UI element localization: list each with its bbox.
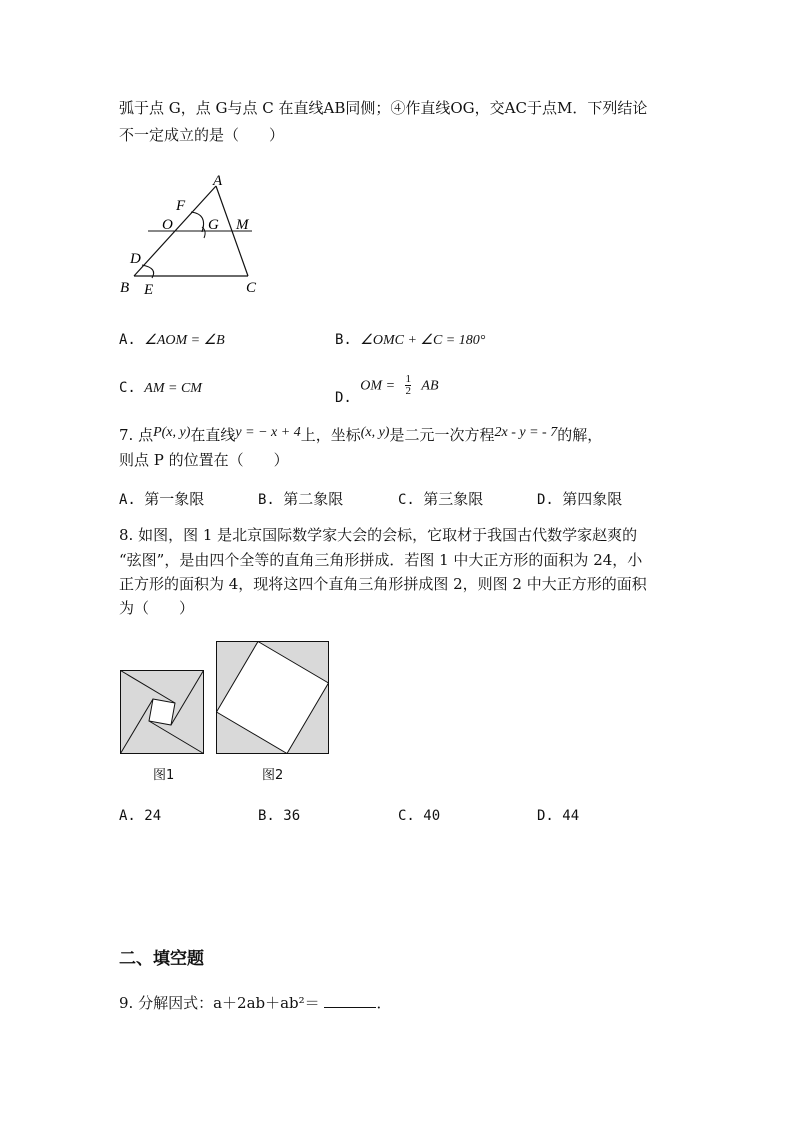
point-p: P(x, y) [153, 425, 191, 440]
option-text-post: AB [421, 378, 439, 394]
figure-1-caption: 图1 [153, 768, 175, 783]
q6-option-c[interactable] [119, 380, 202, 397]
option-text: ∠OMC + ∠C = 180° [360, 333, 486, 348]
option-label: B. [335, 332, 352, 348]
equation-2: 2x - y = - 7 [494, 425, 558, 440]
figure-1-diagram [120, 670, 204, 754]
q8-line3: 正方形的面积为 4，现将这四个直角三角形拼成图 2，则图 2 中大正方形的面积 [119, 575, 647, 593]
option-text-pre: OM = [360, 378, 396, 394]
q8-option-a[interactable]: A. 24 [119, 808, 162, 824]
q8-option-c[interactable]: C. 40 [398, 808, 441, 824]
figure-2-diagram [216, 641, 329, 754]
q6-line2: 不一定成立的是（ ） [119, 126, 285, 144]
label-G: G [208, 217, 219, 233]
label-F: F [176, 198, 186, 214]
fraction-denominator: 2 [405, 385, 411, 397]
q6-option-a[interactable] [119, 332, 225, 349]
q7-line2: 则点 P 的位置在（ ） [119, 451, 289, 469]
triangle-figure [112, 168, 272, 300]
q6-line1: 弧于点 G，点 G与点 C 在直线AB同侧；④作直线OG，交AC于点M．下列结论 [119, 99, 648, 117]
q7-option-a[interactable]: A. 第一象限 [119, 490, 205, 508]
q8-option-b[interactable]: B. 36 [258, 808, 301, 824]
label-C: C [246, 280, 257, 296]
label-A: A [213, 173, 223, 189]
q8-line4: 为（ ） [119, 599, 195, 617]
label-E: E [144, 282, 154, 298]
q8-option-d[interactable]: D. 44 [537, 808, 580, 824]
option-text: AM = CM [144, 381, 202, 396]
q7-option-d[interactable]: D. 第四象限 [537, 490, 623, 508]
figure-2-caption: 图2 [262, 768, 284, 783]
q7-option-b[interactable]: B. 第二象限 [258, 490, 344, 508]
label-B: B [120, 280, 130, 296]
option-label: A. [119, 332, 136, 348]
option-label: C. [119, 380, 136, 396]
option-label: D. [335, 389, 352, 406]
line-equation: y = − x + 4 [235, 425, 301, 440]
q9-line: 9. 分解因式：a＋2ab＋ab²＝ ． [119, 994, 392, 1012]
q6-option-b[interactable] [335, 332, 485, 349]
label-M: M [236, 217, 249, 233]
q9-text: 9. 分解因式：a＋2ab＋ab²＝ [119, 994, 320, 1012]
label-O: O [162, 217, 173, 233]
q8-line1: 8. 如图，图 1 是北京国际数学家大会的会标，它取材于我国古代数学家赵爽的 [119, 526, 638, 544]
fraction-numerator: 1 [405, 373, 411, 385]
section-heading: 二、填空题 [119, 949, 204, 969]
coordinate: (x, y) [360, 425, 390, 440]
answer-blank[interactable] [324, 993, 376, 1008]
q8-line2: “弦图”，是由四个全等的直角三角形拼成．若图 1 中大正方形的面积为 24，小 [119, 551, 643, 569]
label-D: D [130, 251, 141, 267]
option-text: ∠AOM = ∠B [144, 333, 225, 348]
q7-option-c[interactable]: C. 第三象限 [398, 490, 484, 508]
q6-option-d[interactable] [335, 373, 439, 406]
q7-line1: 7. 点P(x, y)在直线y = − x + 4上，坐标(x, y)是二元一次方程2x - y = - 7的解， [119, 425, 603, 444]
